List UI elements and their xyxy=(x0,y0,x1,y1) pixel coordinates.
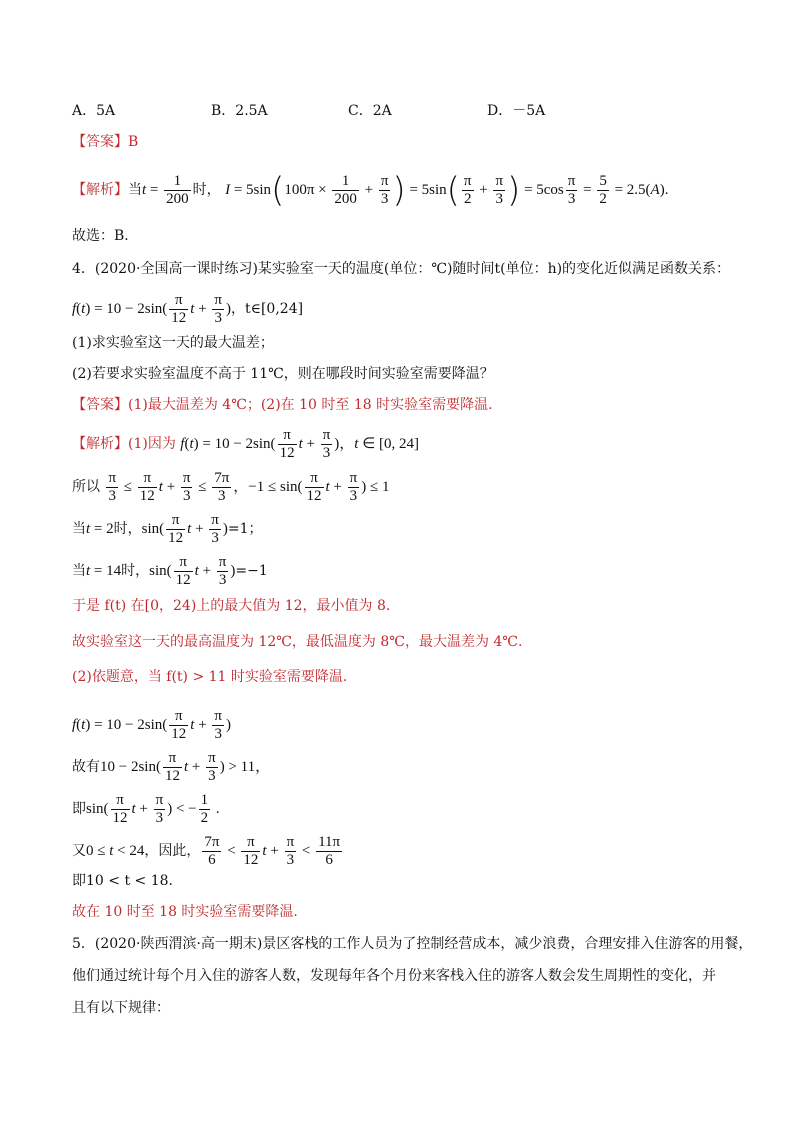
option-b: B．2.5A xyxy=(211,103,268,119)
q4-analysis-11: 又0 ≤ t < 24，因此， $\frac{7\pi}{6}$ < $\frac{\pi}{12}$ t + $\frac{\pi}{3}$ < $\frac{11\pi}{6}$ xyxy=(72,834,341,868)
q4-analysis-12: 即10 < t < 18. xyxy=(72,873,173,889)
q4-sub1: (1)求实验室这一天的最大温差； xyxy=(72,335,274,351)
q5-line-3: 且有以下规律： xyxy=(72,1000,170,1016)
q4-analysis-1: 【解析】(1)因为 f(t) = 10 − 2sin( $\frac{\pi}{12}$ t + $\frac{\pi}{3}$ )，t ∈ [0, 24] xyxy=(72,427,420,461)
q4-analysis-6: 故实验室这一天的最高温度为 12℃，最低温度为 8℃，最大温差为 4℃. xyxy=(72,634,523,650)
q4-analysis-8: f(t) = 10 − 2sin( $\frac{\pi}{12}$ t + $\frac{\pi}{3}$ ) xyxy=(72,708,231,742)
q5-line-1: 5．(2020·陕西渭滨·高一期末)景区客栈的工作人员为了控制经营成本，减少浪费，合理安排入住游客的用餐， xyxy=(72,936,753,952)
q4-analysis-4: 当t = 14时，sin( $\frac{\pi}{12}$ t + $\frac{\pi}{3}$ )=−1 xyxy=(72,554,268,588)
q4-analysis-5: 于是 f(t) 在[0，24)上的最大值为 12，最小值为 8. xyxy=(72,598,391,614)
q4-sub2: (2)若要求实验室温度不高于 11℃，则在哪段时间实验室需要降温？ xyxy=(72,366,494,382)
analysis-tag: 【解析】 xyxy=(72,181,128,198)
q3-analysis: 【解析】当t = $\frac{1}{200}$ 时， I = 5sin(100π × $\frac{1}{200}$ + $\frac{\pi}{3}$ ) = 5sin( $\frac{\pi}{2}$ + $\frac{\pi}{3}$ ) = 5cos $\frac{\pi}{3}$ = $\frac{5}{2}$ = 2.5(A). xyxy=(72,170,669,211)
option-a: A．5A xyxy=(72,103,116,119)
q4-analysis-2: 所以 $\frac{\pi}{3}$ ≤ $\frac{\pi}{12}$ t + $\frac{\pi}{3}$ ≤ $\frac{7\pi}{3}$ ，−1 ≤ sin( $\frac{\pi}{12}$ t + $\frac{\pi}{3}$ ) ≤ 1 xyxy=(72,470,390,504)
q4-stem: 4．(2020·全国高一课时练习)某实验室一天的温度(单位：℃)随时间t(单位：h)的变化近似满足函数关系： xyxy=(72,261,731,277)
q4-function: f(t) = 10 − 2sin( $\frac{\pi}{12}$ t + $\frac{\pi}{3}$ )，t∈[0,24] xyxy=(72,292,304,326)
answer-tag: 【答案】 xyxy=(72,134,128,150)
q4-answer: 【答案】(1)最大温差为 4℃；(2)在 10 时至 18 时实验室需要降温. xyxy=(72,397,493,413)
q4-analysis-7: (2)依题意，当 f(t) > 11 时实验室需要降温. xyxy=(72,669,348,685)
option-d: D．－5A xyxy=(487,103,546,119)
q4-analysis-3: 当t = 2时，sin( $\frac{\pi}{12}$ t + $\frac{\pi}{3}$ )=1； xyxy=(72,512,263,546)
q4-analysis-10: 即sin( $\frac{\pi}{12}$ t + $\frac{\pi}{3}$ ) < − $\frac{1}{2}$ . xyxy=(72,792,220,826)
answer-value: B xyxy=(128,134,139,150)
q4-analysis-13: 故在 10 时至 18 时实验室需要降温. xyxy=(72,904,298,920)
q4-analysis-9: 故有10 − 2sin( $\frac{\pi}{12}$ t + $\frac{\pi}{3}$ ) > 11， xyxy=(72,750,271,784)
q3-answer xyxy=(72,132,138,152)
q5-line-2: 他们通过统计每个月入住的游客人数，发现每年各个月份来客栈入住的游客人数会发生周期性的变化，并 xyxy=(72,968,716,984)
option-c: C．2A xyxy=(348,103,392,119)
q3-conclusion: 故选：B． xyxy=(72,228,139,244)
